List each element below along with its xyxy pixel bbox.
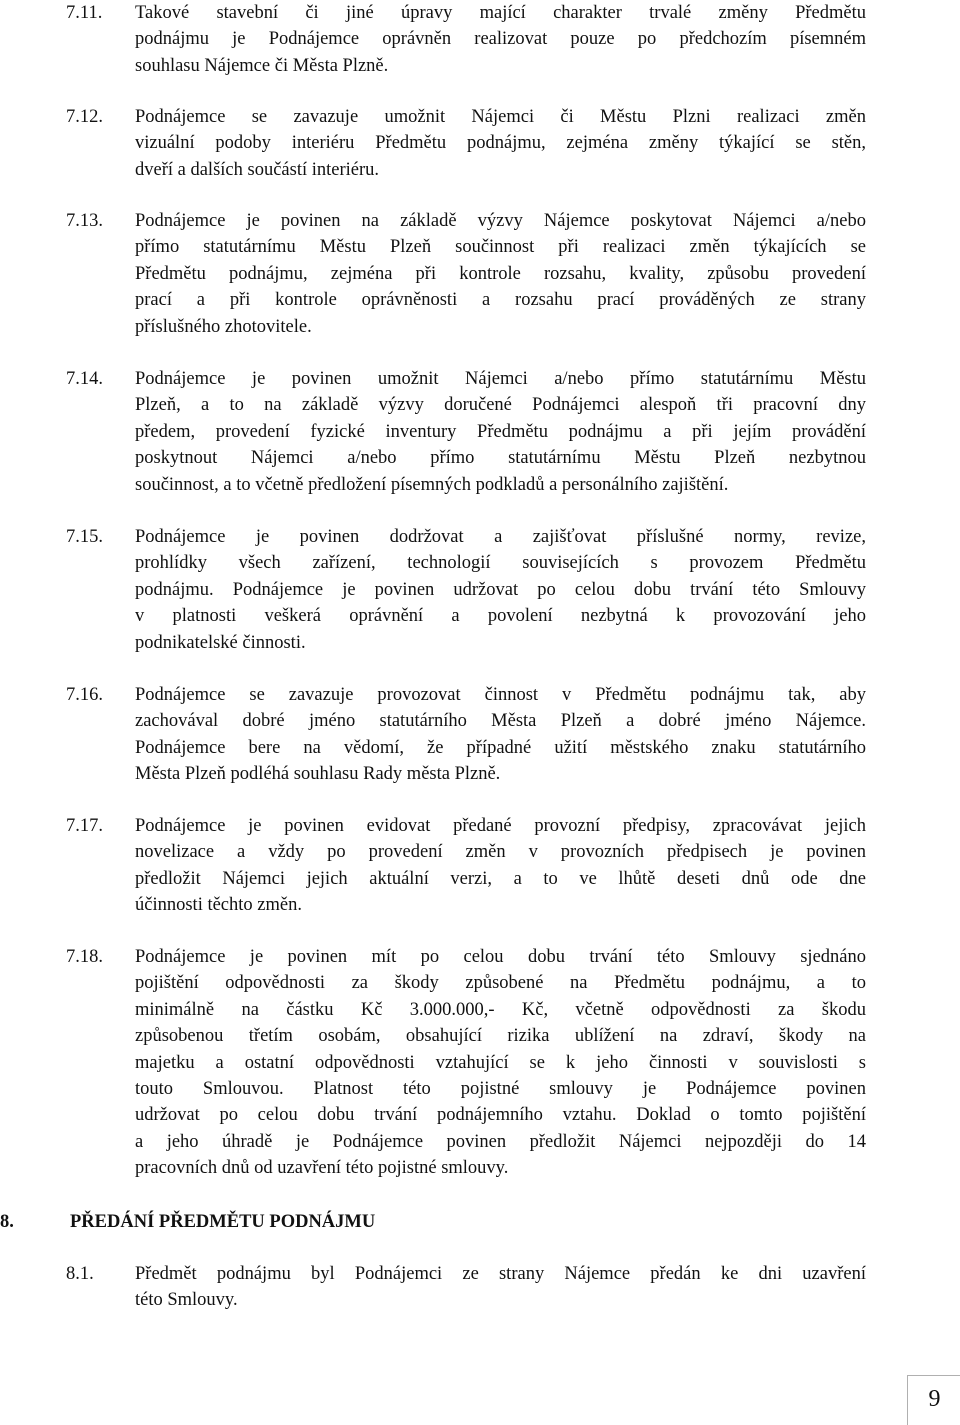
clause-line: Podnájemce je povinen mít po celou dobu trvání této Smlouvy sjednáno [135, 947, 866, 967]
clause-line: Podnájemce je povinen umožnit Nájemci a/nebo přímo statutárnímu Městu [135, 369, 866, 389]
clause-line: Podnájemce se zavazuje provozovat činnost v Předmětu podnájmu tak, aby [135, 685, 866, 705]
clause-line: zachovával dobré jméno statutárního Města Plzeň a dobré jméno Nájemce. [135, 711, 866, 732]
clause-text [135, 104, 866, 183]
clause-text [135, 813, 866, 919]
section-title: PŘEDÁNÍ PŘEDMĚTU PODNÁJMU [70, 1212, 376, 1232]
clause-number: 7.13. [66, 211, 103, 231]
clause-line: novelizace a vždy po provedení změn v provozních předpisech je povinen [135, 842, 866, 863]
clause-line: podnájmu. Podnájemce je povinen udržovat po celou dobu trvání této Smlouvy [135, 579, 866, 600]
clause-line: příslušného zhotovitele. [135, 316, 312, 337]
clause-line: Podnájemce bere na vědomí, že případné užití městského znaku statutárního [135, 737, 866, 758]
clause-text [135, 682, 866, 788]
clause-text [135, 208, 866, 340]
clause-line: přímo statutárnímu Městu Plzeň součinnost při realizaci změn týkajících se [135, 237, 866, 258]
clause-text [135, 0, 866, 79]
clause-text [135, 944, 866, 1182]
clause-line: Předmět podnájmu byl Podnájemci ze strany Nájemce předán ke dni uzavření [135, 1264, 866, 1284]
clause-number: 7.14. [66, 369, 103, 389]
clause-number: 7.17. [66, 816, 103, 836]
clause-text [135, 524, 866, 656]
clause-number: 7.16. [66, 685, 103, 705]
clause-line: Města Plzeň podléhá souhlasu Rady města Plzně. [135, 764, 501, 785]
clause-line: Podnájemce je povinen na základě výzvy Nájemce poskytovat Nájemci a/nebo [135, 211, 866, 231]
clause-line: v platnosti veškerá oprávnění a povolení nezbytná k provozování jeho [135, 606, 866, 627]
clause-line: prací a při kontrole oprávněnosti a rozsahu prací prováděných ze strany [135, 290, 866, 311]
clause-number: 7.12. [66, 107, 103, 127]
clause-line: součinnost, a to včetně předložení písemných podkladů a personálního zajištění. [135, 474, 729, 495]
clause-line: a jeho úhradě je Podnájemce povinen předložit Nájemci nejpozději do 14 [135, 1131, 866, 1152]
clause-line: účinnosti těchto změn. [135, 895, 302, 916]
clause-line: pracovních dnů od uzavření této pojistné smlouvy. [135, 1158, 509, 1179]
clause-number: 7.11. [66, 3, 103, 23]
clause-line: dveří a dalších součástí interiéru. [135, 159, 380, 180]
clause-line: vizuální podoby interiéru Předmětu podnájmu, zejména změny týkající se stěn, [135, 133, 866, 154]
clause-line: této Smlouvy. [135, 1290, 238, 1311]
clause-text [135, 1261, 866, 1314]
clause-line: předem, provedení fyzické inventury Předmětu podnájmu a při jejím provádění [135, 421, 866, 442]
clause-number: 7.18. [66, 947, 103, 967]
clause-line: prohlídky všech zařízení, technologií souvisejících s provozem Předmětu [135, 553, 866, 574]
clause-line: předložit Nájemci jejich aktuální verzi, a to ve lhůtě deseti dnů ode dne [135, 868, 866, 889]
clause-line: Takové stavební či jiné úpravy mající charakter trvalé změny Předmětu [135, 3, 866, 23]
section-number: 8. [0, 1212, 14, 1232]
clause-line: podnájmu je Podnájemce oprávněn realizovat pouze po předchozím písemném [135, 29, 866, 50]
clause-line: pojištění odpovědnosti za škody způsobené na Předmětu podnájmu, a to [135, 973, 866, 994]
page-number: 9 [928, 1386, 941, 1412]
clause-line: Podnájemce je povinen dodržovat a zajišťovat příslušné normy, revize, [135, 527, 866, 547]
clause-text [135, 366, 866, 498]
clause-line: způsobenou třetím osobám, obsahující rizika ublížení na zdraví, škody na [135, 1026, 866, 1047]
clause-line: majetku a ostatní odpovědnosti vztahující se k jeho činnosti v souvislosti s [135, 1052, 866, 1073]
clause-line: Podnájemce je povinen evidovat předané provozní předpisy, zpracovávat jejich [135, 816, 866, 836]
clause-number: 7.15. [66, 527, 103, 547]
page-number-box [907, 1375, 960, 1425]
clause-line: minimálně na částku Kč 3.000.000,- Kč, včetně odpovědnosti za škodu [135, 999, 866, 1020]
clause-line: Plzeň, a to na základě výzvy doručené Podnájemci alespoň tři pracovní dny [135, 395, 866, 416]
clause-line: Podnájemce se zavazuje umožnit Nájemci či Městu Plzni realizaci změn [135, 107, 866, 127]
clause-line: podnikatelské činnosti. [135, 632, 306, 653]
clause-line: Předmětu podnájmu, zejména při kontrole rozsahu, kvality, způsobu provedení [135, 263, 866, 284]
clause-line: souhlasu Nájemce či Města Plzně. [135, 55, 389, 76]
clause-line: poskytnout Nájemci a/nebo přímo statutárnímu Městu Plzeň nezbytnou [135, 448, 866, 469]
clause-number: 8.1. [66, 1264, 94, 1284]
clause-line: touto Smlouvou. Platnost této pojistné smlouvy je Podnájemce povinen [135, 1078, 866, 1099]
clause-line: udržovat po celou dobu trvání podnájemního vztahu. Doklad o tomto pojištění [135, 1105, 866, 1126]
